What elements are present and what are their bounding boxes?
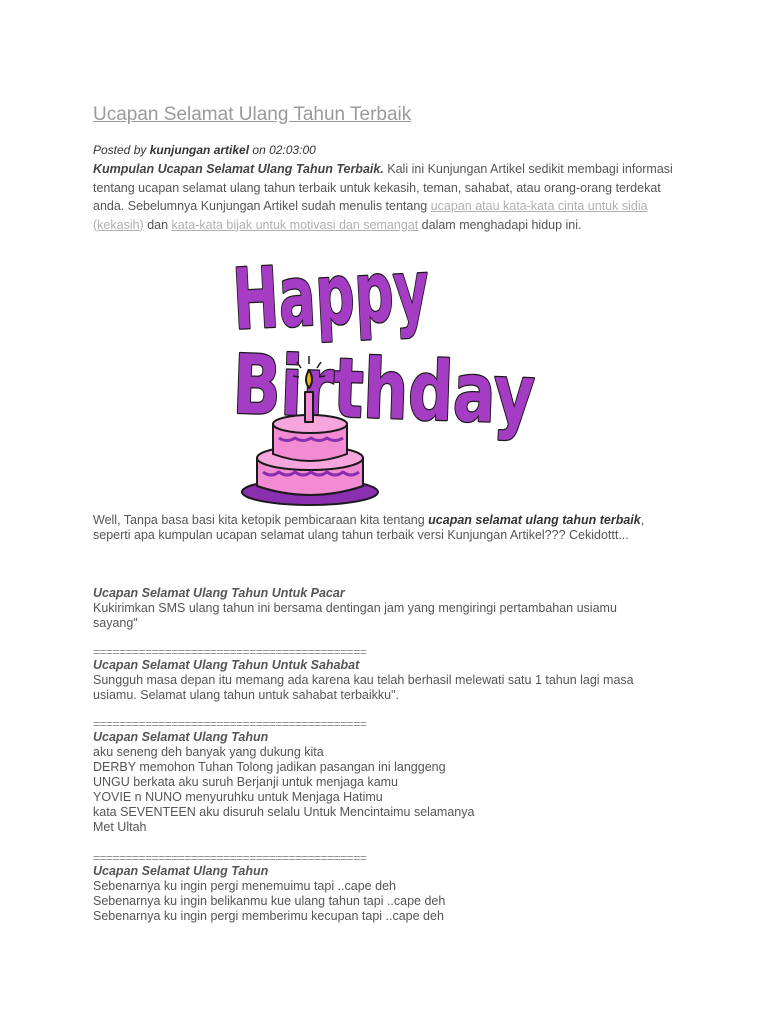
intro-text-3: dalam menghadapi hidup ini. xyxy=(418,217,582,232)
section-text: Kukirimkan SMS ulang tahun ini bersama dentingan jam yang mengiringi pertambahan usiamu sayang" xyxy=(93,601,617,630)
section-line: Sebenarnya ku ingin belikanmu kue ulang tahun tapi ..cape deh xyxy=(93,894,446,908)
intro-paragraph xyxy=(93,160,683,234)
section-ulang-tahun-2 xyxy=(93,852,663,924)
on-label: on xyxy=(249,143,270,157)
section-line: UNGU berkata aku suruh Berjanji untuk menjaga kamu xyxy=(93,775,399,789)
section-line: YOVIE n NUNO menyuruhku untuk Menjaga Hatimu xyxy=(93,790,383,804)
section-text: Sungguh masa depan itu memang ada karena kau telah berhasil melewati satu 1 tahun lagi masa usiamu. Selamat ulang tahun untuk sahabat terbaikku". xyxy=(93,673,634,702)
section-sahabat xyxy=(93,646,663,703)
para-text-1: Well, Tanpa basa basi kita ketopik pembicaraan kita tentang xyxy=(93,513,429,527)
happy-birthday-lettering xyxy=(230,235,628,447)
post-author[interactable]: kunjungan artikel xyxy=(149,143,250,157)
section-line: DERBY memohon Tuhan Tolong jadikan pasangan ini langgeng xyxy=(93,760,446,774)
section-heading: Ucapan Selamat Ulang Tahun xyxy=(93,730,269,744)
happy-birthday-image xyxy=(227,235,628,510)
link-kata-cinta[interactable]: ucapan atau kata-kata cinta untuk sidia (kekasih) xyxy=(93,199,648,232)
post-title[interactable]: Ucapan Selamat Ulang Tahun Terbaik xyxy=(93,104,412,125)
separator: ========================================== xyxy=(93,717,367,731)
separator: ========================================== xyxy=(93,645,367,659)
happy-text: Happy xyxy=(230,235,538,349)
section-heading: Ucapan Selamat Ulang Tahun Untuk Sahabat xyxy=(93,658,360,672)
section-line: kata SEVENTEEN aku disuruh selalu Untuk Mencintaimu selamanya xyxy=(93,805,475,819)
section-pacar xyxy=(93,586,663,631)
section-line: Sebenarnya ku ingin pergi memberimu kecupan tapi ..cape deh xyxy=(93,909,444,923)
section-line: Met Ultah xyxy=(93,820,147,834)
birthday-text: Birthday xyxy=(231,337,628,447)
intro-paragraph-2 xyxy=(93,513,663,543)
section-heading: Ucapan Selamat Ulang Tahun Untuk Pacar xyxy=(93,586,345,600)
separator: ========================================== xyxy=(93,851,367,865)
intro-text-2: dan xyxy=(143,217,172,232)
section-ulang-tahun-1 xyxy=(93,718,663,835)
intro-lead: Kumpulan Ucapan Selamat Ulang Tahun Terbaik. xyxy=(93,162,384,176)
post-time: 02:03:00 xyxy=(269,143,316,157)
para-text-2: , seperti apa kumpulan ucapan selamat ulang tahun terbaik versi Kunjungan Artikel??? Cekidottt... xyxy=(93,513,645,542)
posted-by-label: Posted by xyxy=(93,143,150,157)
section-line: aku seneng deh banyak yang dukung kita xyxy=(93,745,324,759)
section-heading: Ucapan Selamat Ulang Tahun xyxy=(93,864,269,878)
post-meta xyxy=(93,143,316,157)
section-line: Sebenarnya ku ingin pergi menemuimu tapi ..cape deh xyxy=(93,879,396,893)
para-emphasis: ucapan selamat ulang tahun terbaik xyxy=(428,513,641,527)
link-kata-bijak[interactable]: kata-kata bijak untuk motivasi dan semangat xyxy=(171,217,419,232)
intro-text-1: Kali ini Kunjungan Artikel sedikit membagi informasi tentang ucapan selamat ulang tahun terbaik untuk kekasih, teman, sahabat, atau orang-orang terdekat anda. Sebelumnya Kunjungan Artikel sudah menulis tentang xyxy=(93,162,673,213)
